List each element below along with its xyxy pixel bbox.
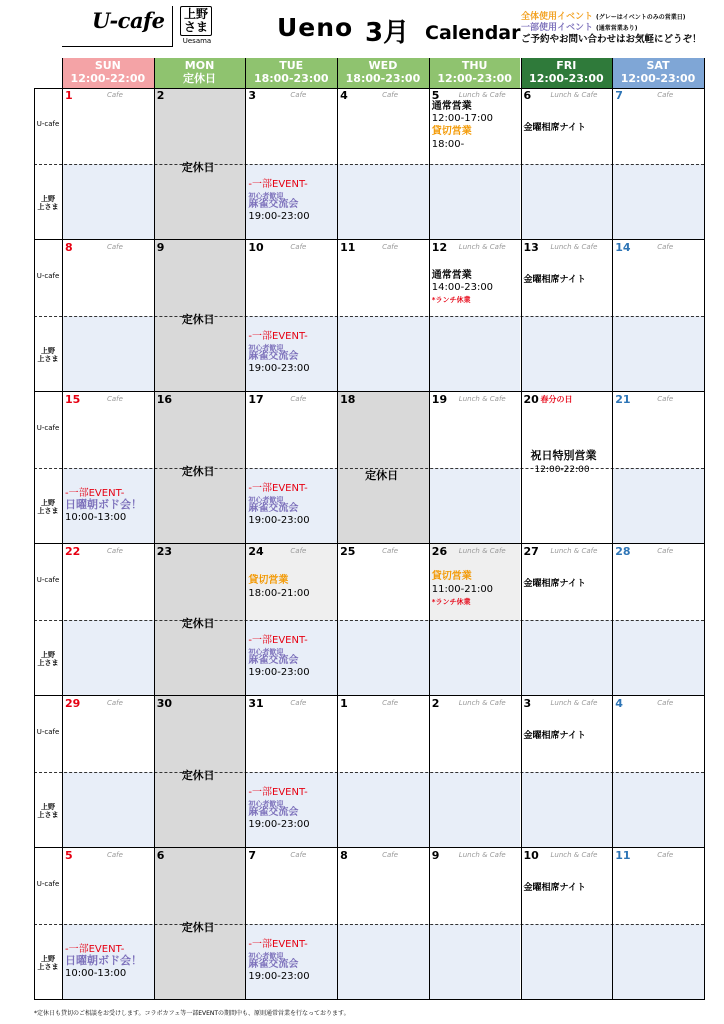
mahjong-event: 麻雀交流会 [248, 807, 299, 818]
row-label-ucafe: U-cafe [36, 576, 60, 584]
beginner-label: 初心者歓迎 [248, 648, 284, 656]
legend-contact: ご予約やお問い合わせはお気軽にどうぞ！ [521, 34, 702, 45]
day-number: 30 [156, 697, 172, 710]
cafe-tag: Cafe [382, 547, 399, 555]
day-number: 12 [431, 241, 448, 254]
grid-line [612, 58, 613, 1000]
mahjong-time: 19:00-23:00 [248, 819, 310, 830]
day-header-hours: 18:00-23:00 [345, 72, 421, 85]
day-cell-event [337, 924, 429, 1000]
day-cell-top [62, 88, 154, 164]
cafe-tag: Cafe [290, 243, 307, 251]
friday-night-event: 金曜相席ナイト [523, 883, 586, 893]
row-label-uesama-1: 上野 [41, 499, 55, 507]
mahjong-time: 19:00-23:00 [248, 211, 310, 222]
day-header-wed [337, 58, 429, 88]
sunday-event-tag: -一部EVENT- [65, 944, 125, 955]
day-number: 1 [340, 697, 348, 710]
cafe-tag: Cafe [382, 243, 399, 251]
ucafe-logo [62, 6, 173, 47]
uesama-stamp [180, 6, 212, 36]
day-number: 27 [523, 545, 539, 558]
grid-line [245, 58, 246, 1000]
day-cell-event [521, 924, 613, 1000]
day-cell-event [429, 620, 521, 696]
day-number: 14 [615, 241, 631, 254]
row-label-uesama-2: 上さま [37, 963, 59, 971]
event-tag: -一部EVENT- [248, 483, 308, 494]
day-number: 5 [65, 849, 73, 862]
holiday-name: 春分の日 [540, 395, 573, 404]
day-number: 13 [523, 241, 539, 254]
day-number: 1 [65, 89, 73, 102]
legend-full-event-label: 全体使用イベント [521, 12, 594, 22]
week-row [34, 544, 704, 696]
page-title-calendar: Calendar [425, 22, 521, 44]
row-label-uesama-2: 上さま [37, 811, 59, 819]
day-number: 21 [615, 393, 631, 406]
day-number: 4 [340, 89, 348, 102]
day-cell-event [62, 772, 154, 848]
day-header-fri [521, 58, 613, 88]
day-number: 10 [248, 241, 264, 254]
day-number: 7 [615, 89, 623, 102]
day-cell-top [245, 88, 337, 164]
cafe-tag: Cafe [657, 395, 674, 403]
day-number: 17 [248, 393, 264, 406]
day-cell-event [612, 772, 704, 848]
regular-label: 通常営業 [431, 270, 472, 281]
sunday-board-time: 10:00-13:00 [65, 968, 127, 979]
cafe-tag: Cafe [657, 699, 674, 707]
day-number: 8 [340, 849, 348, 862]
grid-line [337, 58, 338, 1000]
day-cell-top [62, 848, 154, 924]
grid-line [704, 58, 705, 1000]
closed-label: 定休日 [181, 465, 215, 478]
day-number: 7 [248, 849, 257, 862]
mahjong-event: 麻雀交流会 [248, 351, 299, 362]
grid-line-left [34, 88, 35, 1000]
day-cell-event [62, 164, 154, 240]
friday-night-event: 金曜相席ナイト [523, 731, 586, 741]
day-header-name: SUN [94, 59, 121, 72]
day-number: 2 [156, 89, 165, 102]
day-header-name: SAT [646, 59, 670, 72]
beginner-label: 初心者歓迎 [248, 952, 284, 960]
friday-night-event: 金曜相席ナイト [523, 579, 586, 589]
day-header-hours: 18:00-23:00 [253, 72, 329, 85]
day-number: 8 [65, 241, 73, 254]
day-number: 6 [523, 89, 532, 102]
lunch-cafe-tag: Lunch & Cafe [550, 547, 598, 555]
regular-time: 14:00-23:00 [431, 282, 494, 293]
day-number: 11 [340, 241, 356, 254]
lunch-cafe-tag: Lunch & Cafe [458, 851, 506, 859]
beginner-label: 初心者歓迎 [248, 496, 284, 504]
event-tag: -一部EVENT- [248, 635, 308, 646]
row-label-uesama-1: 上野 [41, 347, 55, 355]
day-cell-event [612, 316, 704, 392]
day-cell-top [429, 696, 521, 772]
cafe-tag: Cafe [107, 91, 123, 99]
row-label-uesama-2: 上さま [37, 203, 59, 211]
day-header-tue [245, 58, 337, 88]
event-tag: -一部EVENT- [248, 331, 308, 342]
day-header-sun [62, 58, 154, 88]
mahjong-time: 19:00-23:00 [248, 971, 310, 982]
day-header-hours: 12:00-23:00 [529, 72, 604, 85]
event-tag: -一部EVENT- [248, 787, 308, 798]
lunch-cafe-tag: Lunch & Cafe [550, 699, 598, 707]
mahjong-event: 麻雀交流会 [248, 199, 299, 210]
day-header-hours: 定休日 [183, 72, 217, 85]
cafe-tag: Cafe [657, 547, 674, 555]
cafe-tag: Cafe [657, 91, 674, 99]
day-number: 6 [156, 849, 165, 862]
beginner-label: 初心者歓迎 [248, 800, 284, 808]
row-label-uesama-2: 上さま [37, 355, 59, 363]
row-label-ucafe: U-cafe [36, 728, 60, 736]
row-label-uesama-1: 上野 [41, 955, 55, 963]
mahjong-event: 麻雀交流会 [248, 959, 299, 970]
legend-full-event [521, 12, 721, 23]
day-number: 29 [65, 697, 81, 710]
legend-partial-event-note: (通常営業あり) [596, 25, 638, 32]
day-number: 11 [615, 849, 631, 862]
footer-note: *定休日も貸切のご相談をお受けします。コラボカフェ等一部EVENTの期間中も、原則通常営業を行なっております。 [34, 1010, 350, 1017]
uesama-stamp-mid: さま [183, 20, 208, 34]
sunday-board-time: 10:00-13:00 [65, 512, 127, 523]
day-number: 31 [248, 697, 264, 710]
day-cell-top [612, 88, 704, 164]
day-cell-event [521, 316, 613, 392]
uesama-logo [180, 6, 214, 44]
event-tag: -一部EVENT- [248, 179, 308, 190]
lunch-closed-note: *ランチ休業 [431, 598, 471, 606]
reserved-label: 貸切営業 [431, 126, 472, 137]
day-cell-event [521, 620, 613, 696]
day-cell-event [429, 316, 521, 392]
day-number: 2 [431, 697, 440, 710]
cafe-tag: Cafe [382, 91, 399, 99]
day-number: 5 [431, 89, 440, 102]
lunch-closed-note: *ランチ休業 [431, 296, 471, 304]
day-cell-event [612, 620, 704, 696]
day-number: 9 [431, 849, 440, 862]
day-header-name: FRI [556, 59, 577, 72]
day-number: 10 [523, 849, 539, 862]
uesama-caption: Uesama [182, 37, 212, 45]
cafe-tag: Cafe [290, 547, 307, 555]
day-number: 9 [156, 241, 165, 254]
mahjong-event: 麻雀交流会 [248, 503, 299, 514]
lunch-cafe-tag: Lunch & Cafe [550, 243, 598, 251]
day-header-name: MON [184, 59, 215, 72]
cafe-tag: Cafe [382, 851, 399, 859]
row-label-ucafe: U-cafe [36, 880, 60, 888]
day-cell-event [337, 164, 429, 240]
cafe-tag: Cafe [657, 851, 674, 859]
day-number: 18 [340, 393, 356, 406]
mahjong-time: 19:00-23:00 [248, 667, 310, 678]
day-header-hours: 12:00-22:00 [70, 72, 146, 85]
day-number: 28 [615, 545, 631, 558]
day-number: 16 [156, 393, 172, 406]
grid-line [521, 58, 522, 1000]
event-tag: -一部EVENT- [248, 939, 308, 950]
day-cell-top [429, 848, 521, 924]
uesama-stamp-top: 上野 [183, 7, 208, 21]
day-number: 20 [523, 393, 539, 406]
row-divider [34, 620, 704, 621]
friday-night-event: 金曜相席ナイト [523, 123, 586, 133]
row-label-ucafe: U-cafe [36, 424, 60, 432]
sunday-board-event: 日曜朝ボド会！ [65, 954, 142, 967]
closed-label: 定休日 [181, 921, 215, 934]
day-cell-event [62, 316, 154, 392]
day-number: 3 [523, 697, 532, 710]
day-number: 4 [615, 697, 623, 710]
holiday-special: 祝日特別営業 [530, 449, 597, 462]
week-row [34, 240, 704, 392]
day-header-mon [154, 58, 246, 88]
day-cell-top [337, 848, 429, 924]
page-title-city: Ueno [277, 13, 354, 42]
legend [521, 12, 721, 45]
legend-full-event-note: (グレーはイベントのみの営業日) [596, 14, 686, 21]
day-header-hours: 12:00-23:00 [437, 72, 512, 85]
day-header-name: TUE [279, 59, 304, 72]
day-number: 23 [156, 545, 172, 558]
day-cell-event [429, 924, 521, 1000]
cafe-tag: Cafe [290, 699, 307, 707]
week-separator [34, 999, 704, 1000]
row-divider [34, 772, 704, 773]
cafe-tag: Cafe [107, 243, 123, 251]
beginner-label: 初心者歓迎 [248, 192, 284, 200]
cafe-tag: Cafe [290, 851, 307, 859]
row-label-uesama-1: 上野 [41, 195, 55, 203]
day-cell-event [521, 164, 613, 240]
grid-line [62, 58, 63, 1000]
page-title-month: 3月 [365, 18, 410, 48]
row-divider [34, 468, 704, 469]
cafe-tag: Cafe [107, 395, 123, 403]
day-cell-event [521, 772, 613, 848]
day-number: 25 [340, 545, 356, 558]
cafe-tag: Cafe [107, 699, 123, 707]
legend-partial-event-label: 一部使用イベント [521, 23, 594, 33]
cafe-tag: Cafe [290, 395, 307, 403]
friday-night-event: 金曜相席ナイト [523, 275, 586, 285]
cafe-tag: Cafe [107, 851, 123, 859]
reserved-label-tue: 貸切営業 [248, 575, 289, 586]
closed-label: 定休日 [181, 769, 215, 782]
closed-label-wed: 定休日 [365, 469, 399, 482]
week-row [34, 696, 704, 848]
sunday-event-tag: -一部EVENT- [65, 488, 125, 499]
day-number: 15 [65, 393, 81, 406]
week-row [34, 848, 704, 1000]
cafe-tag: Cafe [290, 91, 307, 99]
row-label-uesama-2: 上さま [37, 659, 59, 667]
day-cell-top [337, 696, 429, 772]
row-label-ucafe: U-cafe [36, 272, 60, 280]
lunch-cafe-tag: Lunch & Cafe [550, 851, 598, 859]
day-header-name: WED [368, 59, 398, 72]
closed-label: 定休日 [181, 313, 215, 326]
lunch-cafe-tag: Lunch & Cafe [458, 91, 506, 99]
lunch-cafe-tag: Lunch & Cafe [550, 91, 598, 99]
week-row [34, 392, 704, 544]
day-header-sat [612, 58, 704, 88]
reserved-time: 18:00- [431, 139, 465, 150]
day-cell-event [612, 924, 704, 1000]
mahjong-event: 麻雀交流会 [248, 655, 299, 666]
closed-label: 定休日 [181, 161, 215, 174]
day-cell-event [337, 772, 429, 848]
cafe-tag: Cafe [657, 243, 674, 251]
day-cell-event [337, 620, 429, 696]
row-label-ucafe: U-cafe [36, 120, 60, 128]
lunch-cafe-tag: Lunch & Cafe [458, 395, 506, 403]
day-cell-top [612, 696, 704, 772]
cafe-tag: Cafe [107, 547, 123, 555]
grid-top-line [34, 88, 704, 89]
day-header-name: THU [461, 59, 488, 72]
day-cell-event [337, 316, 429, 392]
reserved-label-thu: 貸切営業 [431, 571, 472, 582]
day-header-thu [429, 58, 521, 88]
row-divider [34, 924, 704, 925]
day-cell-event [429, 468, 521, 544]
row-label-uesama-2: 上さま [37, 507, 59, 515]
lunch-cafe-tag: Lunch & Cafe [458, 699, 506, 707]
day-number: 26 [431, 545, 448, 558]
row-label-uesama-1: 上野 [41, 803, 55, 811]
mahjong-time: 19:00-23:00 [248, 515, 310, 526]
day-number: 22 [65, 545, 81, 558]
day-cell-event [612, 164, 704, 240]
closed-label: 定休日 [181, 617, 215, 630]
day-header-hours: 12:00-23:00 [620, 72, 696, 85]
reserved-time-thu: 11:00-21:00 [431, 584, 494, 595]
mahjong-time: 19:00-23:00 [248, 363, 310, 374]
day-cell-event [612, 468, 704, 544]
sunday-board-event: 日曜朝ボド会！ [65, 498, 142, 511]
ucafe-logo-text: U-cafe [92, 8, 165, 33]
day-cell-top [62, 240, 154, 316]
regular-time: 12:00-17:00 [431, 113, 494, 124]
day-cell-event [429, 164, 521, 240]
cafe-tag: Cafe [382, 699, 399, 707]
regular-label: 通常営業 [431, 101, 472, 112]
week-row [34, 88, 704, 240]
grid-line [154, 58, 155, 1000]
lunch-cafe-tag: Lunch & Cafe [458, 547, 506, 555]
day-cell-event [62, 620, 154, 696]
day-cell-top [337, 88, 429, 164]
day-number: 24 [248, 545, 264, 558]
legend-partial-event [521, 23, 721, 34]
beginner-label: 初心者歓迎 [248, 344, 284, 352]
grid-line [429, 58, 430, 1000]
holiday-time: 12:00-22:00 [534, 465, 590, 475]
reserved-time-tue: 18:00-21:00 [248, 588, 310, 599]
day-cell-event [429, 772, 521, 848]
row-divider [34, 316, 704, 317]
day-number: 3 [248, 89, 257, 102]
row-label-uesama-1: 上野 [41, 651, 55, 659]
lunch-cafe-tag: Lunch & Cafe [458, 243, 506, 251]
row-divider [34, 164, 704, 165]
day-number: 19 [431, 393, 448, 406]
day-cell-top [245, 848, 337, 924]
